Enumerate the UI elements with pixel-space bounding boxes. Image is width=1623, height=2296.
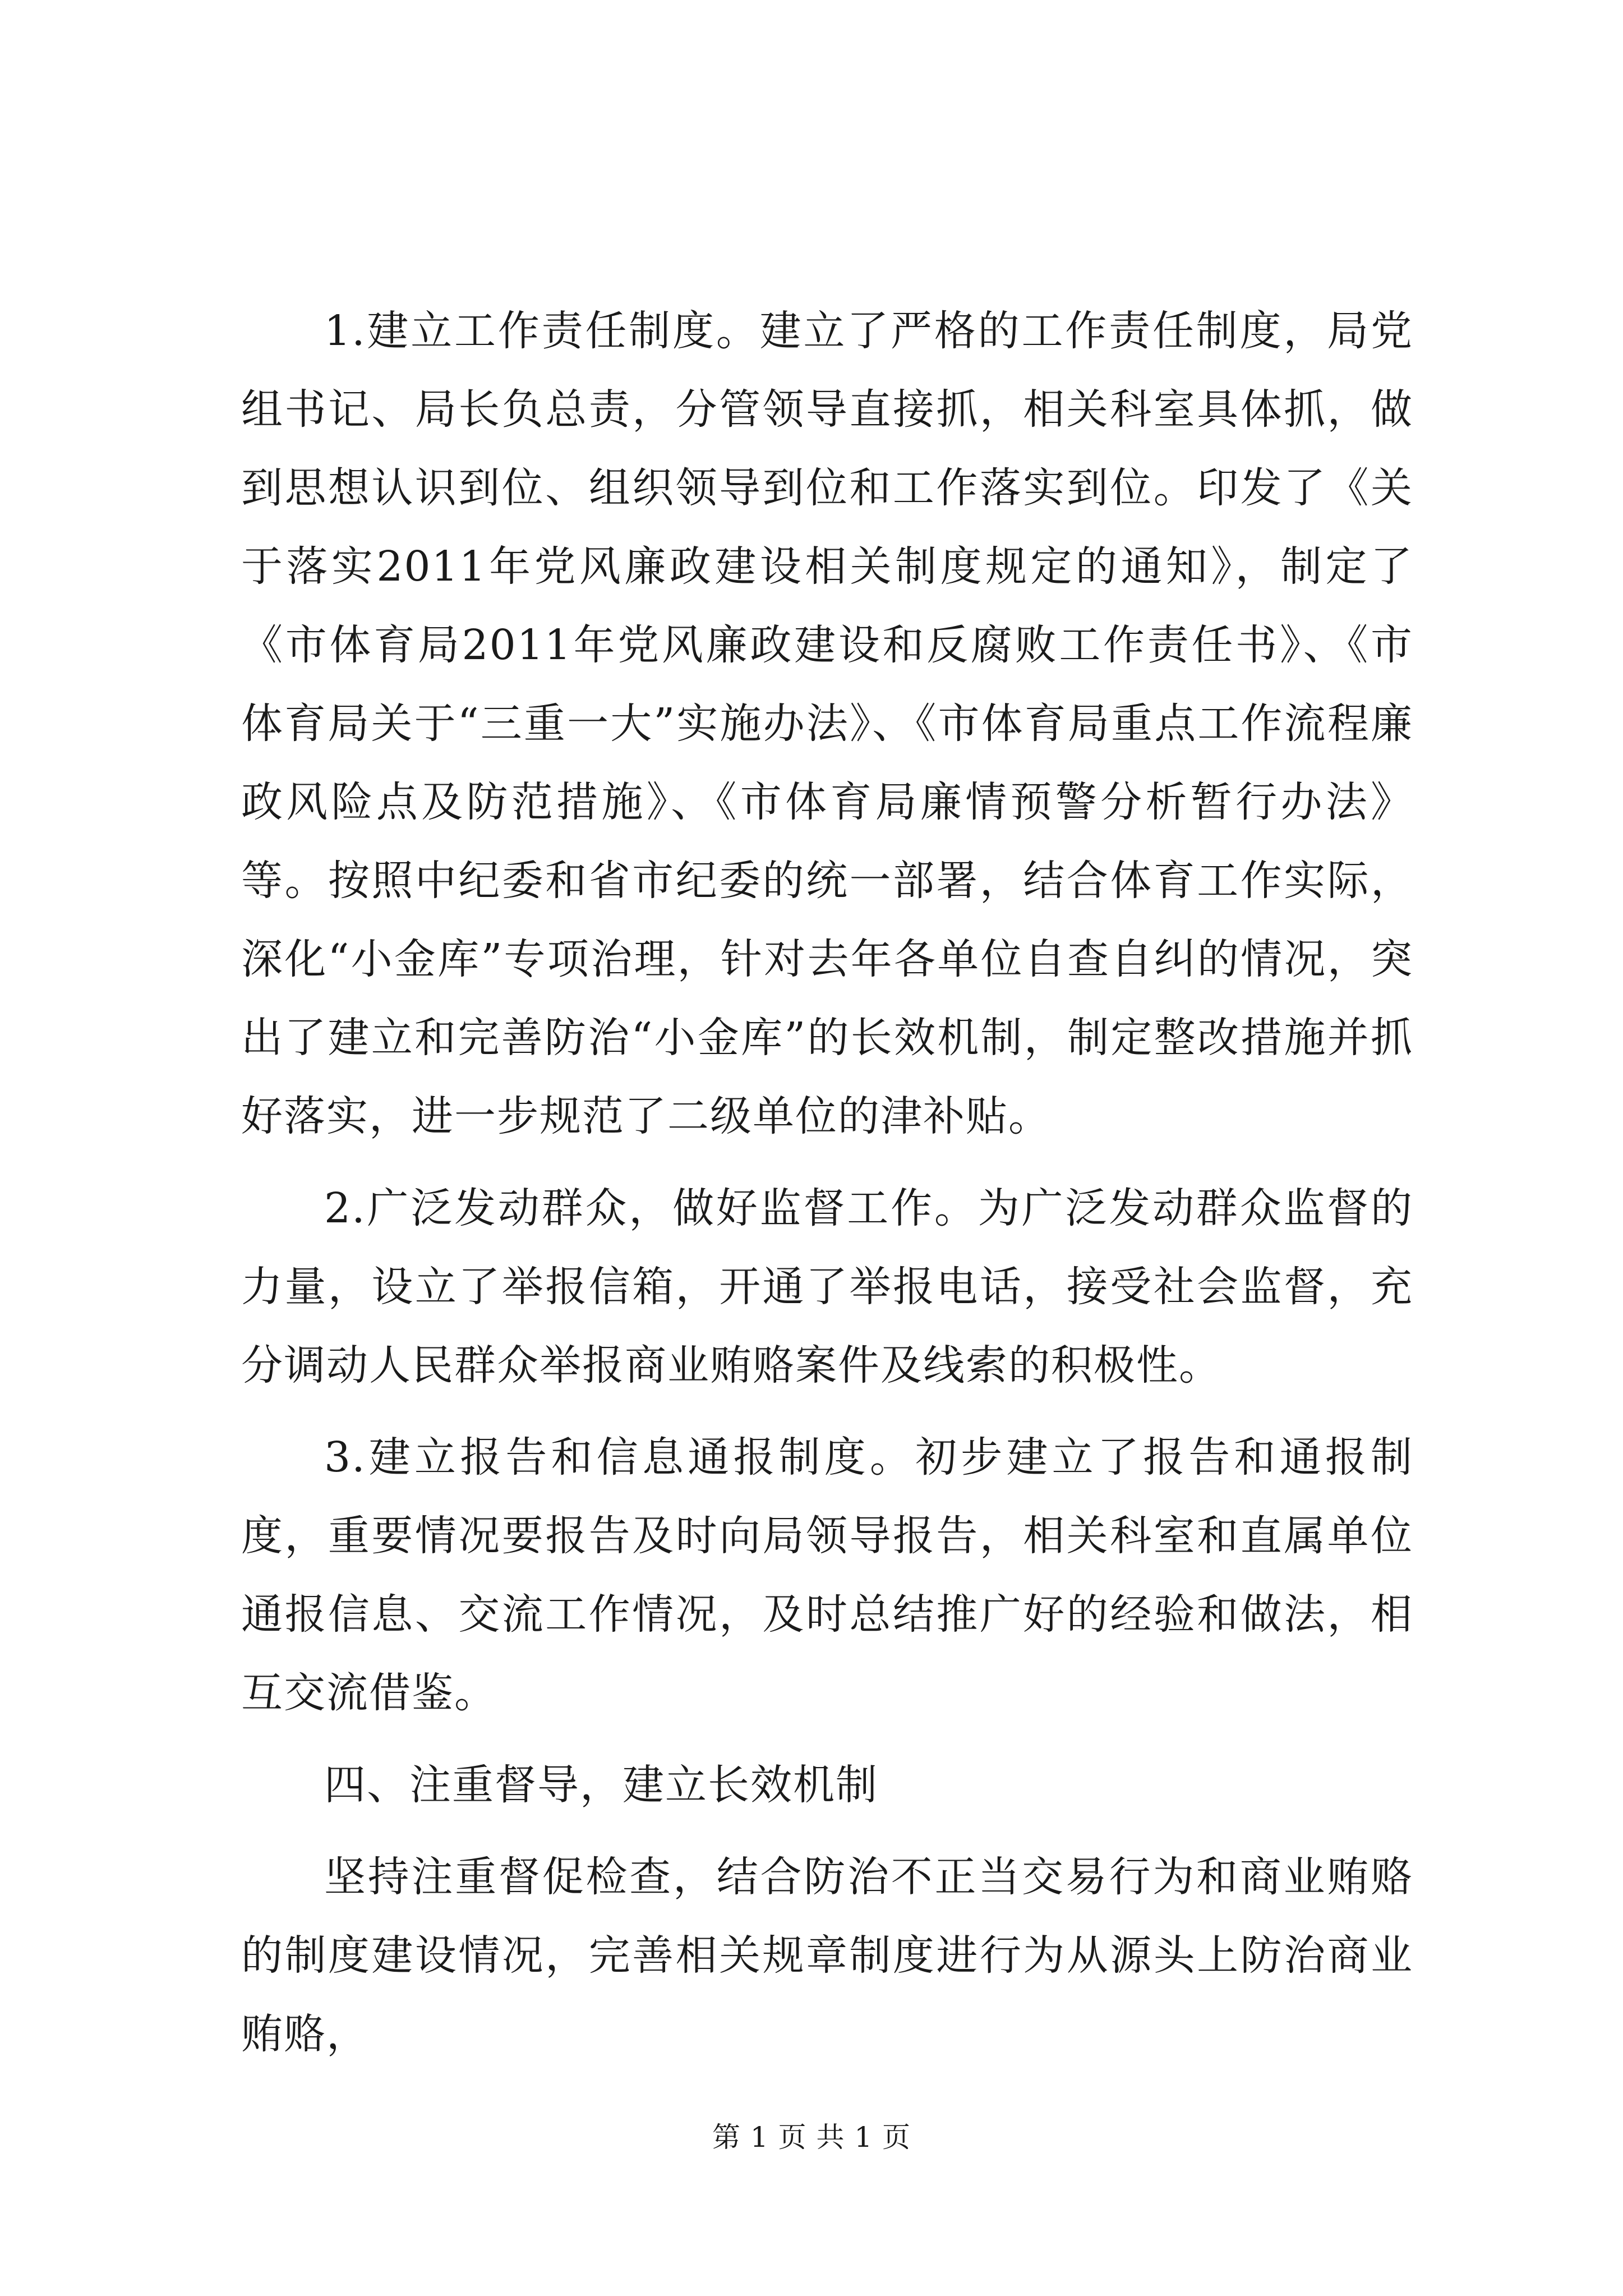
paragraph-reporting-system: 3.建立报告和信息通报制度。初步建立了报告和通报制度，重要情况要报告及时向局领导报告，相关科室和直属单位通报信息、交流工作情况，及时总结推广好的经验和做法，相互交流借鉴。 xyxy=(241,1433,1413,1717)
paragraph-supervision: 坚持注重督促检查，结合防治不正当交易行为和商业贿赂的制度建设情况，完善相关规章制度进行为从源头上防治商业贿赂， xyxy=(241,1853,1413,2058)
section-heading: 四、注重督导，建立长效机制 xyxy=(324,1761,878,1809)
page-footer: 第 1 页 共 1 页 xyxy=(712,2121,911,2154)
document-body xyxy=(241,292,1413,2087)
paragraph-work-responsibility: 1.建立工作责任制度。建立了严格的工作责任制度，局党组书记、局长负总责，分管领导直接抓，相关科室具体抓，做到思想认识到位、组织领导到位和工作落实到位。印发了《关于落实2011年党风廉政建设相关制度规定的通知》，制定了《市体育局2011年党风廉政建设和反腐败工作责任书》、《市体育局关于“三重一大”实施办法》、《市体育局重点工作流程廉政风险点及防范措施》、《市体育局廉情预警分析暂行办法》等。按照中纪委和省市纪委的统一部署，结合体育工作实际，深化“小金库”专项治理，针对去年各单位自查自纠的情况，突出了建立和完善防治“小金库”的长效机制，制定整改措施并抓好落实，进一步规范了二级单位的津补贴。 xyxy=(241,307,1413,1140)
paragraph-mobilize-public: 2.广泛发动群众，做好监督工作。为广泛发动群众监督的力量，设立了举报信箱，开通了举报电话，接受社会监督，充分调动人民群众举报商业贿赂案件及线索的积极性。 xyxy=(241,1184,1413,1389)
